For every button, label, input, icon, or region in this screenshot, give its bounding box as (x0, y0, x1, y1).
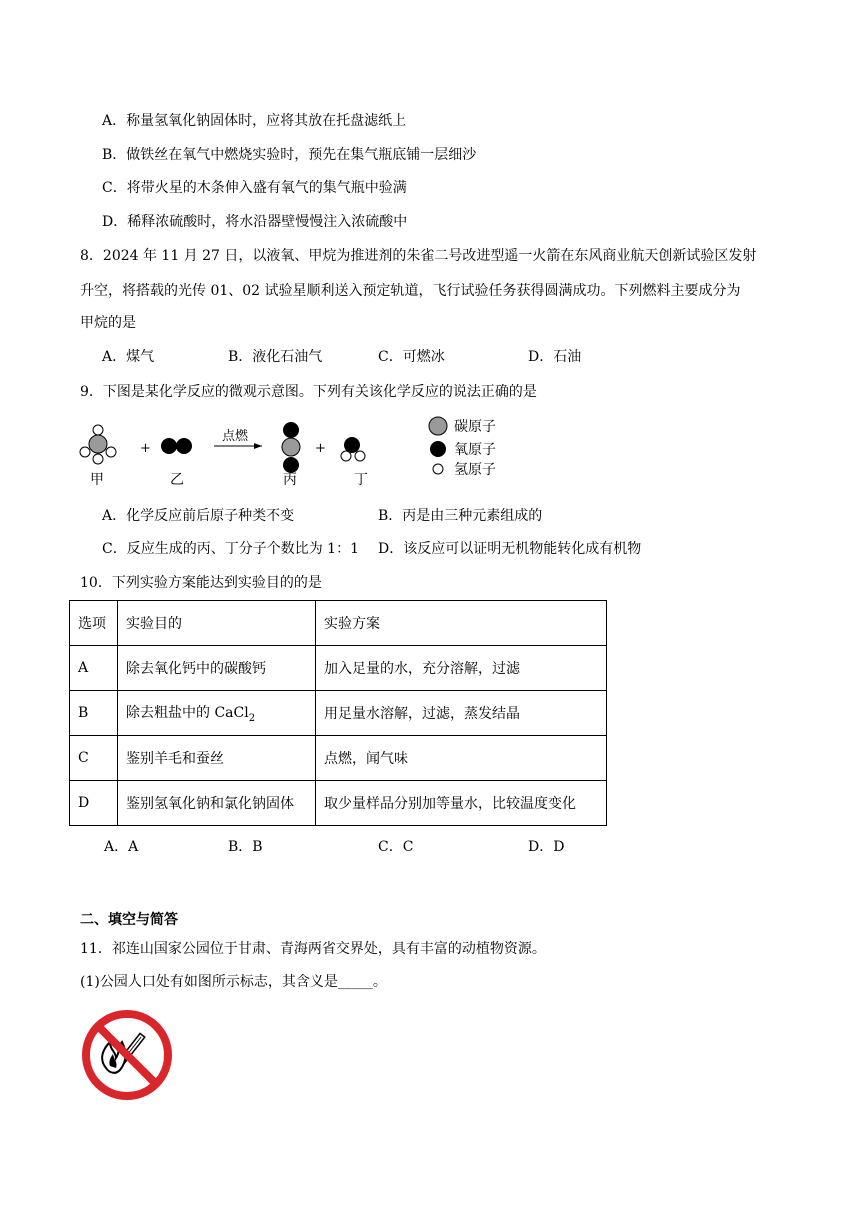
molecule-ding (341, 437, 365, 461)
table-cell (118, 691, 316, 736)
table-cell: 点燃，闻气味 (316, 736, 607, 781)
molecule-yi (161, 438, 192, 454)
molecule-jia (80, 425, 116, 464)
q10-option-a: A．A (104, 839, 139, 855)
label-yi: 乙 (170, 472, 184, 488)
legend-hydrogen-swatch (433, 464, 443, 474)
q9-option-d: D．该反应可以证明无机物能转化成有机物 (378, 541, 642, 557)
table-header-cell: 选项 (70, 601, 118, 646)
q10-option-c: C．C (378, 839, 414, 855)
q8-options (0, 347, 860, 367)
label-bing: 丙 (283, 472, 297, 488)
table-header-row (70, 601, 607, 646)
table-cell: 鉴别氢氧化钠和氯化钠固体 (118, 781, 316, 826)
table-row (70, 691, 607, 736)
table-cell: A (70, 646, 118, 691)
reaction-diagram (70, 408, 510, 498)
q8-option-c: C．可燃冰 (378, 349, 445, 365)
q8-stem-line2: 升空，将搭载的光传 01、02 试验星顺利送入预定轨道，飞行试验任务获得圆满成功。下列燃料主要成分为 (80, 283, 741, 299)
legend-carbon: 碳原子 (454, 419, 496, 435)
q9-option-a: A．化学反应前后原子种类不变 (102, 508, 295, 524)
q9-option-b: B．丙是由三种元素组成的 (378, 508, 543, 524)
legend-hydrogen: 氢原子 (454, 462, 496, 478)
q10-table (69, 600, 607, 826)
table-cell: C (70, 736, 118, 781)
q7-option-a: A．称量氢氧化钠固体时，应将其放在托盘滤纸上 (102, 113, 407, 129)
label-ding: 丁 (354, 472, 368, 488)
table-cell: 取少量样品分别加等量水，比较温度变化 (316, 781, 607, 826)
table-cell: 鉴别羊毛和蚕丝 (118, 736, 316, 781)
q11-part1: (1)公园人口处有如图所示标志，其含义是_____。 (80, 974, 387, 990)
q7-option-d: D．稀释浓硫酸时，将水沿器壁慢慢注入浓硫酸中 (102, 214, 408, 230)
legend (429, 417, 496, 478)
q10-option-b: B．B (228, 839, 263, 855)
table-cell: 用足量水溶解，过滤，蒸发结晶 (316, 691, 607, 736)
table-cell: 除去氧化钙中的碳酸钙 (118, 646, 316, 691)
legend-carbon-swatch (429, 417, 447, 435)
reaction-condition: 点燃 (222, 429, 249, 444)
q10-option-d: D．D (528, 839, 565, 855)
plus-sign-2: + (315, 441, 326, 456)
table-cell: 加入足量的水，充分溶解，过滤 (316, 646, 607, 691)
q8-option-b: B．液化石油气 (228, 349, 323, 365)
molecule-bing (282, 422, 300, 473)
cell-text: 除去粗盐中的 CaCl (126, 705, 249, 722)
table-row (70, 781, 607, 826)
q9-option-c: C．反应生成的丙、丁分子个数比为 1：1 (102, 541, 359, 557)
q7-option-c: C．将带火星的木条伸入盛有氧气的集气瓶中验满 (102, 180, 407, 196)
q8-option-d: D．石油 (528, 349, 582, 365)
table-cell: B (70, 691, 118, 736)
q8-stem-line1: 8．2024 年 11 月 27 日，以液氧、甲烷为推进剂的朱雀二号改进型遥一火箭在东风商业航天创新试验区发射 (80, 248, 757, 264)
q8-option-a: A．煤气 (102, 349, 155, 365)
table-row (70, 736, 607, 781)
table-row (70, 646, 607, 691)
plus-sign-1: + (140, 441, 151, 456)
table-cell: D (70, 781, 118, 826)
table-header-cell: 实验目的 (118, 601, 316, 646)
no-fire-sign-icon (80, 1008, 174, 1102)
table-header-cell: 实验方案 (316, 601, 607, 646)
arrow-head (254, 443, 262, 449)
subscript: 2 (248, 712, 256, 724)
legend-oxygen-swatch (430, 441, 446, 457)
q8-stem-line3: 甲烷的是 (80, 315, 136, 331)
q10-stem: 10．下列实验方案能达到实验目的的是 (80, 575, 322, 591)
q9-stem: 9．下图是某化学反应的微观示意图。下列有关该化学反应的说法正确的是 (80, 384, 537, 400)
q10-options (0, 837, 860, 857)
section-title: 二、填空与简答 (80, 912, 178, 928)
legend-oxygen: 氧原子 (454, 442, 496, 458)
label-jia: 甲 (90, 472, 104, 488)
q11-stem: 11．祁连山国家公园位于甘肃、青海两省交界处，具有丰富的动植物资源。 (80, 941, 546, 957)
q7-option-b: B．做铁丝在氧气中燃烧实验时，预先在集气瓶底铺一层细沙 (102, 147, 477, 163)
